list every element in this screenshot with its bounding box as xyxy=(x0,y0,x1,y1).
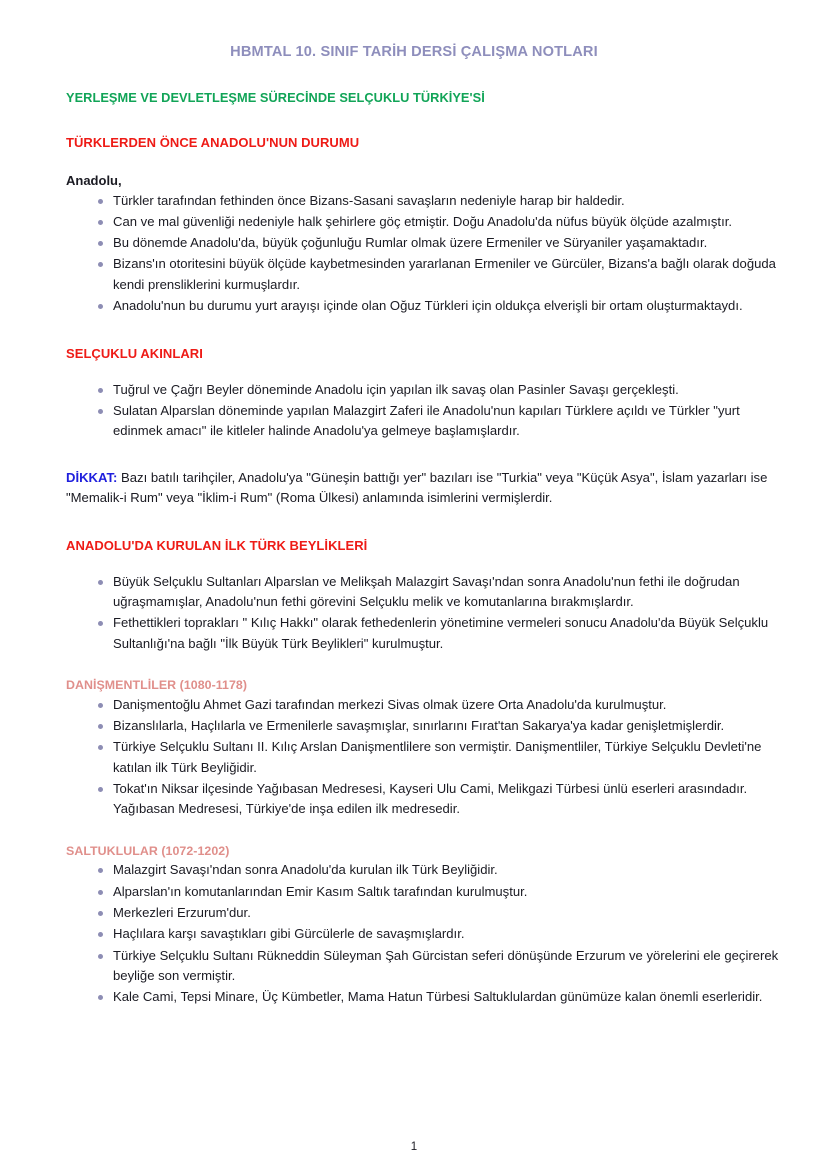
list-item: Kale Cami, Tepsi Minare, Üç Kümbetler, Mama Hatun Türbesi Saltuklulardan günümüze kalan önemli eserleridir. xyxy=(66,987,790,1007)
subject-label-anadolu: Anadolu, xyxy=(66,172,122,188)
list-item: Türkiye Selçuklu Sultanı II. Kılıç Arslan Danişmentlilere son vermiştir. Danişmentliler, Türkiye Selçuklu Devleti'ne katılan ilk Türk Beyliğidir. xyxy=(66,737,790,778)
list-item: Tokat'ın Niksar ilçesinde Yağıbasan Medresesi, Kayseri Ulu Cami, Melikgazi Türbesi ünlü eserleri arasındadır. Yağıbasan Medresesi, Türkiye'de inşa edilen ilk medresedir. xyxy=(66,779,790,820)
attention-note-label: DİKKAT: xyxy=(66,469,118,485)
list-item: Anadolu'nun bu durumu yurt arayışı içinde olan Oğuz Türkleri için oldukça elverişli bir ortam oluşturmaktaydı. xyxy=(66,296,790,316)
list-item: Büyük Selçuklu Sultanları Alparslan ve Melikşah Malazgirt Savaşı'ndan sonra Anadolu'nun fethi ile doğrudan uğraşmamışlar, Anadolu'nun fethi görevini Selçuklu melik ve komutanlarına bırakmışlardır. xyxy=(66,572,790,613)
page-number: 1 xyxy=(410,1141,418,1153)
list-item: Alparslan'ın komutanlarından Emir Kasım Saltık tarafından kurulmuştur. xyxy=(66,882,790,902)
bullet-list-saltuklular xyxy=(66,860,790,1007)
page-title: HBMTAL 10. SINIF TARİH DERSİ ÇALIŞMA NOTLARI xyxy=(230,44,598,60)
list-item: Malazgirt Savaşı'ndan sonra Anadolu'da kurulan ilk Türk Beyliğidir. xyxy=(66,860,790,880)
list-item: Fethettikleri toprakları " Kılıç Hakkı" olarak fethedenlerin yönetimine vermeleri sonucu Anadolu'da Büyük Selçuklu Sultanlığı'na bağlı "İlk Büyük Türk Beylikleri" kurulmuştur. xyxy=(66,613,790,654)
attention-note xyxy=(66,468,790,509)
list-item: Bizans'ın otoritesini büyük ölçüde kaybetmesinden yararlanan Ermeniler ve Gürcüler, Bizans'a bağlı olarak doğuda kendi prensliklerini kurmuşlardır. xyxy=(66,254,790,295)
bullet-list-before-turks xyxy=(66,191,790,317)
section-heading-first-beyliks: ANADOLU'DA KURULAN İLK TÜRK BEYLİKLERİ xyxy=(66,538,368,554)
subsection-heading-saltuklular: SALTUKLULAR (1072-1202) xyxy=(66,843,230,858)
subsection-heading-danismentliler: DANİŞMENTLİLER (1080-1178) xyxy=(66,677,248,692)
list-item: Merkezleri Erzurum'dur. xyxy=(66,903,790,923)
section-heading-before-turks: TÜRKLERDEN ÖNCE ANADOLU'NUN DURUMU xyxy=(66,135,360,151)
list-item: Tuğrul ve Çağrı Beyler döneminde Anadolu için yapılan ilk savaş olan Pasinler Savaşı gerçekleşti. xyxy=(66,380,790,400)
bullet-list-first-beyliks xyxy=(66,572,790,654)
list-item: Bu dönemde Anadolu'da, büyük çoğunluğu Rumlar olmak üzere Ermeniler ve Süryaniler yaşamaktadır. xyxy=(66,233,790,253)
list-item: Sulatan Alparslan döneminde yapılan Malazgirt Zaferi ile Anadolu'nun kapıları Türklere açıldı ve Türkler "yurt edinmek amacı" ile kitleler halinde Anadolu'ya gelmeye başlamışlardır. xyxy=(66,401,790,442)
attention-note-text: Bazı batılı tarihçiler, Anadolu'ya "Güneşin battığı yer" bazıları ise "Turkia" veya "Küçük Asya", İslam yazarları ise "Memalik-i Rum" veya "İklim-i Rum" (Roma Ülkesi) anlamında isimlerini vermişlerdir. xyxy=(66,469,768,505)
section-heading-seljuk-raids: SELÇUKLU AKINLARI xyxy=(66,346,203,362)
list-item: Haçlılara karşı savaştıkları gibi Gürcülerle de savaşmışlardır. xyxy=(66,924,790,944)
list-item: Can ve mal güvenliği nedeniyle halk şehirlere göç etmiştir. Doğu Anadolu'da nüfus büyük ölçüde azalmıştır. xyxy=(66,212,790,232)
list-item: Türkiye Selçuklu Sultanı Rükneddin Süleyman Şah Gürcistan seferi dönüşünde Erzurum ve yörelerini ele geçirerek beyliğe son vermiştir. xyxy=(66,946,790,987)
bullet-list-danismentliler xyxy=(66,695,790,820)
list-item: Danişmentoğlu Ahmet Gazi tarafından merkezi Sivas olmak üzere Orta Anadolu'da kurulmuştur. xyxy=(66,695,790,715)
bullet-list-seljuk-raids xyxy=(66,380,790,442)
list-item: Bizanslılarla, Haçlılarla ve Ermenilerle savaşmışlar, sınırlarını Fırat'tan Sakarya'ya kadar genişletmişlerdir. xyxy=(66,716,790,736)
unit-heading: YERLEŞME VE DEVLETLEŞME SÜRECİNDE SELÇUKLU TÜRKİYE'Sİ xyxy=(66,90,485,106)
list-item: Türkler tarafından fethinden önce Bizans-Sasani savaşların nedeniyle harap bir haldedir. xyxy=(66,191,790,211)
document-body xyxy=(0,90,828,1007)
